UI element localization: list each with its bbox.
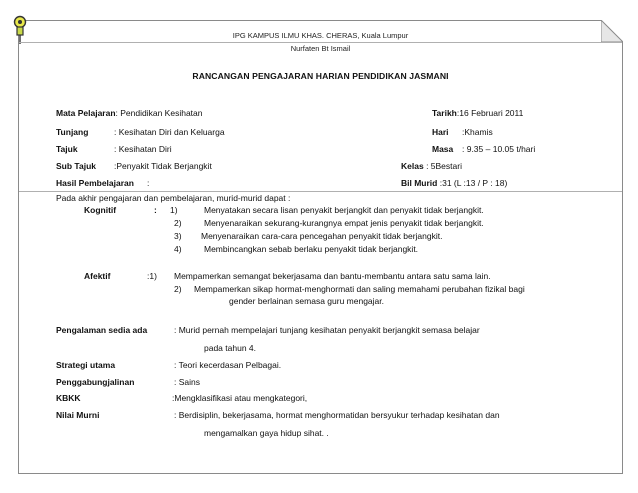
afektif-label: Afektif xyxy=(84,271,111,281)
kelas-label: Kelas xyxy=(401,161,424,171)
kelas-row xyxy=(401,161,462,171)
bil-murid-label: Bil Murid xyxy=(401,178,438,188)
tajuk-value: : Kesihatan Diri xyxy=(114,144,172,154)
pengalaman-label: Pengalaman sedia ada xyxy=(56,325,148,335)
tajuk-label: Tajuk xyxy=(56,144,78,154)
nilai-murni-value: : Berdisiplin, bekerjasama, hormat menghormatidan bersyukur terhadap kesihatan dan xyxy=(174,410,500,420)
kbkk-value: :Mengklasifikasi atau mengkategori, xyxy=(172,393,308,403)
strategi-label: Strategi utama xyxy=(56,360,116,370)
bil-murid-row xyxy=(401,178,507,188)
penggabungjalinan-value: : Sains xyxy=(174,377,200,387)
kognitif-colon: : xyxy=(154,205,157,215)
pengalaman-value: : Murid pernah mempelajari tunjang kesihatan penyakit berjangkit semasa belajar xyxy=(174,325,480,335)
kognitif-label: Kognitif xyxy=(84,205,117,215)
sub-tajuk-label: Sub Tajuk xyxy=(56,161,96,171)
kognitif-item-1: Menyatakan secara lisan penyakit berjangkit dan penyakit tidak berjangkit. xyxy=(204,205,484,215)
mata-pelajaran-label: Mata Pelajaran xyxy=(56,108,116,118)
kognitif-num-2: 2) xyxy=(174,218,182,228)
afektif-num-2: 2) xyxy=(174,284,182,294)
document-title: RANCANGAN PENGAJARAN HARIAN PENDIDIKAN JASMANI xyxy=(192,71,449,81)
penggabungjalinan-label: Penggabungjalinan xyxy=(56,377,135,387)
header-divider xyxy=(19,42,622,43)
nilai-murni-cont: mengamalkan gaya hidup sihat. . xyxy=(204,428,329,438)
bil-murid-value: :31 (L :13 / P : 18) xyxy=(439,178,508,188)
nilai-murni-label: Nilai Murni xyxy=(56,410,100,420)
kognitif-num-4: 4) xyxy=(174,244,182,254)
hasil-value: : xyxy=(147,178,150,188)
afektif-item-2: Mempamerkan sikap hormat-menghormati dan saling memahami perubahan fizikal bagi xyxy=(194,284,525,294)
mata-pelajaran-value: : Pendidikan Kesihatan xyxy=(115,108,203,118)
document-page xyxy=(18,20,623,474)
kognitif-num-1: 1) xyxy=(170,205,178,215)
tarikh-row xyxy=(432,108,523,118)
afektif-item-2-cont: gender berlainan semasa guru mengajar. xyxy=(229,296,384,306)
hasil-label: Hasil Pembelajaran xyxy=(56,178,134,188)
kognitif-item-3: Menyenaraikan cara-cara pencegahan penyakit tidak berjangkit. xyxy=(201,231,443,241)
section-divider xyxy=(19,191,622,192)
pengalaman-cont: pada tahun 4. xyxy=(204,343,256,353)
afektif-item-1: Mempamerkan semangat bekerjasama dan bantu-membantu antara satu sama lain. xyxy=(174,271,491,281)
tunjang-value: : Kesihatan Diri dan Keluarga xyxy=(114,127,225,137)
tunjang-label: Tunjang xyxy=(56,127,89,137)
kelas-value: : 5Bestari xyxy=(426,161,462,171)
tarikh-value: :16 Februari 2011 xyxy=(456,108,524,118)
pushpin-icon xyxy=(9,15,31,45)
kognitif-num-3: 3) xyxy=(174,231,182,241)
masa-value: : 9.35 – 10.05 t/hari xyxy=(462,144,536,154)
afektif-num-1: :1) xyxy=(147,271,157,281)
kognitif-item-4: Membincangkan sebab berlaku penyakit tidak berjangkit. xyxy=(204,244,419,254)
mata-pelajaran-row xyxy=(56,108,202,118)
sub-tajuk-value: :Penyakit Tidak Berjangkit xyxy=(114,161,212,171)
hari-value: :Khamis xyxy=(462,127,493,137)
kognitif-item-2: Menyenaraikan sekurang-kurangnya empat jenis penyakit tidak berjangkit. xyxy=(204,218,484,228)
hari-label: Hari xyxy=(432,127,449,137)
kbkk-label: KBKK xyxy=(56,393,81,403)
header-institution: IPG KAMPUS ILMU KHAS. CHERAS, Kuala Lumpur xyxy=(232,31,409,40)
strategi-value: : Teori kecerdasan Pelbagai. xyxy=(174,360,282,370)
masa-label: Masa xyxy=(432,144,454,154)
header-author: Nurfaten Bt Ismail xyxy=(290,44,351,53)
tarikh-label: Tarikh xyxy=(432,108,457,118)
intro-text: Pada akhir pengajaran dan pembelajaran, murid-murid dapat : xyxy=(56,193,291,203)
